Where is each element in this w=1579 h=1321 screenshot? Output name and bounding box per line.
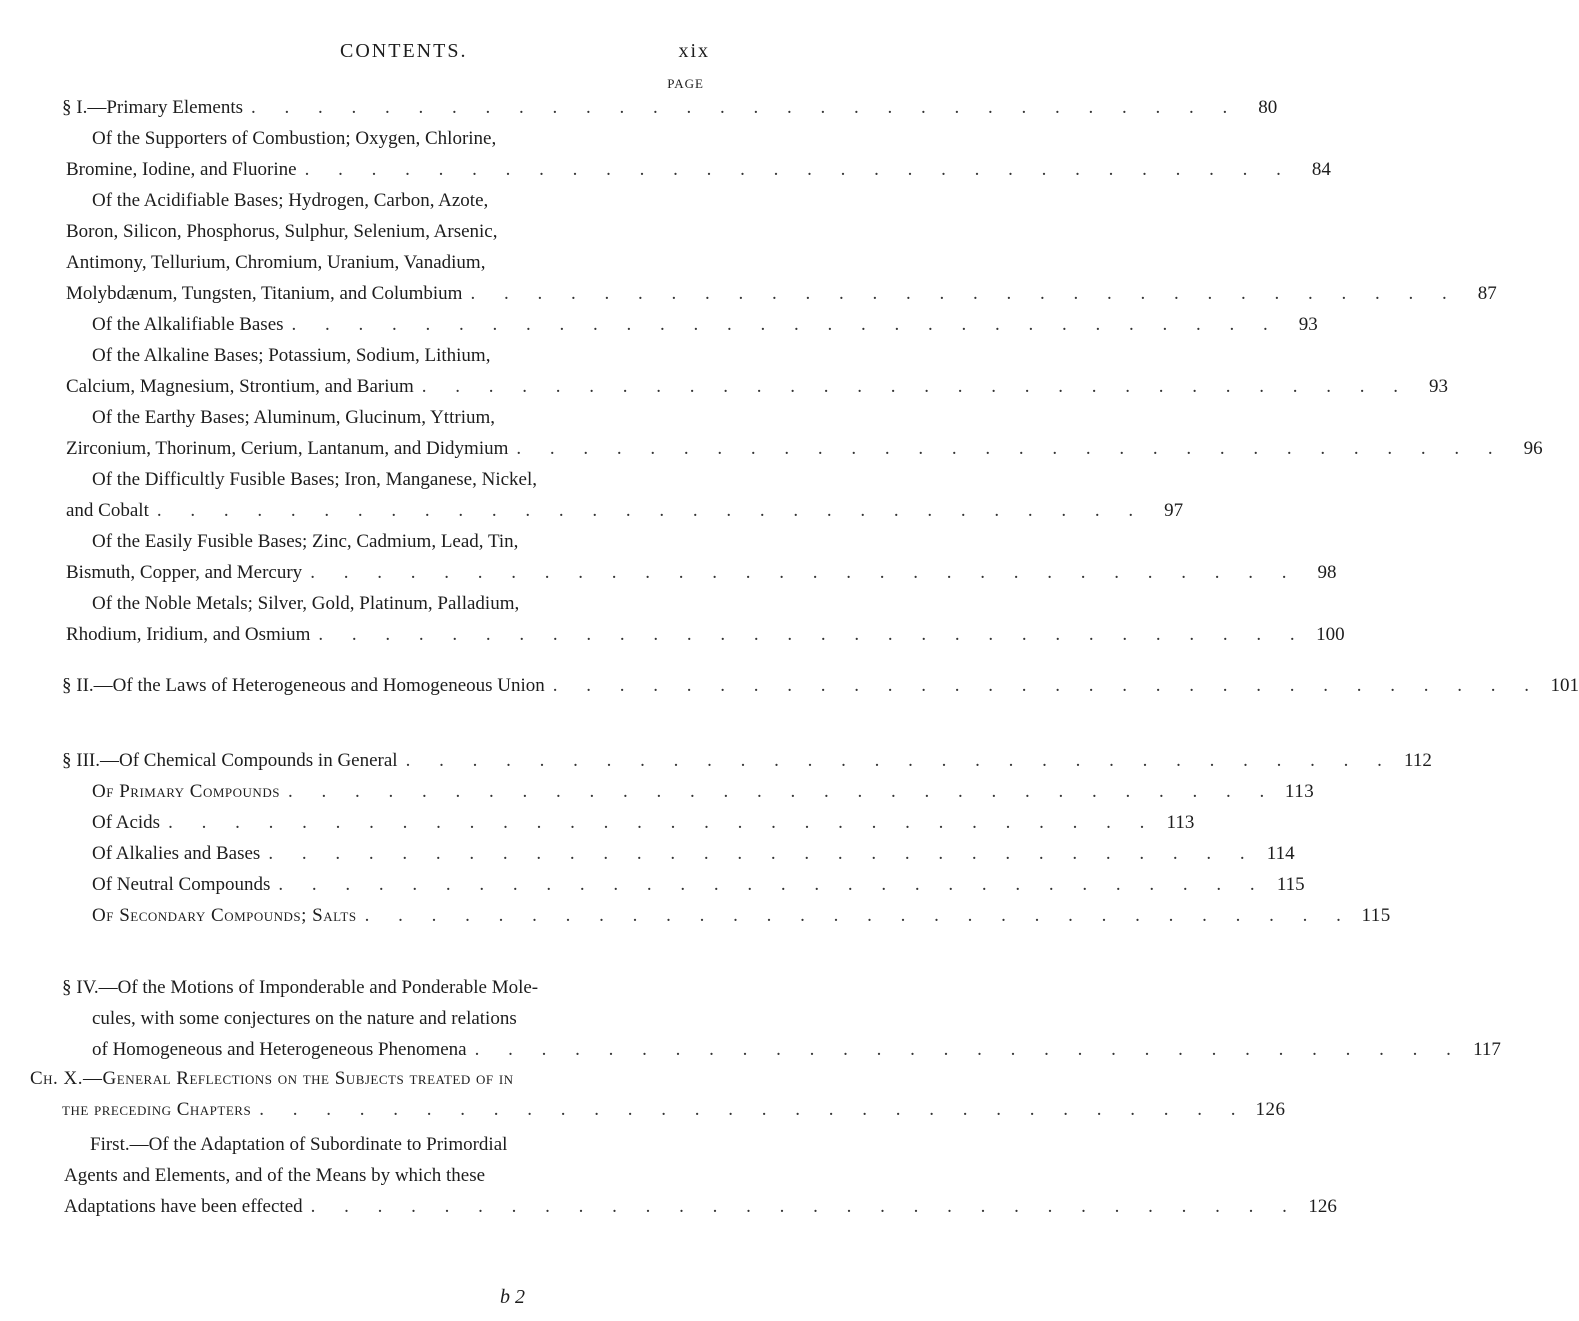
toc-entry-text: Molybdænum, Tungsten, Titanium, and Columbium <box>66 283 463 304</box>
toc-entry-line: Of the Difficultly Fusible Bases; Iron, Manganese, Nickel, <box>92 469 537 490</box>
toc-entry-line: Of the Noble Metals; Silver, Gold, Platinum, Palladium, <box>92 593 520 614</box>
toc-entry-line: Agents and Elements, and of the Means by which these <box>64 1165 486 1186</box>
toc-entry-line <box>92 807 1195 838</box>
toc-page-number: 126 <box>1308 1196 1337 1217</box>
toc-entry-line <box>64 1191 1337 1222</box>
toc-page-number: 97 <box>1164 500 1184 521</box>
toc-entry-line <box>66 495 1184 526</box>
toc-entry-line <box>66 433 1543 464</box>
dot-leader: . . . . . . . . . . . . . . . . . . . . . . . . . . . . . . <box>287 781 1277 802</box>
toc-entry <box>66 123 1331 185</box>
dot-leader: . . . . . . . . . . . . . . . . . . . . . . . . . . . . . . <box>552 675 1542 696</box>
dot-leader: . . . . . . . . . . . . . . . . . . . . . . . . . . . . . . <box>470 283 1459 304</box>
dot-leader: . . . . . . . . . . . . . . . . . . . . . . . . . . . . . . <box>474 1039 1463 1060</box>
toc-entry-text: Bismuth, Copper, and Mercury <box>66 562 303 583</box>
toc-entry <box>62 670 1579 701</box>
toc-entry-line <box>62 1094 1286 1125</box>
toc-entry <box>92 900 1391 931</box>
toc-entry-line: Of the Acidifiable Bases; Hydrogen, Carbon, Azote, <box>92 190 489 211</box>
toc-page-number: 113 <box>1284 781 1315 802</box>
page-folio: xix <box>678 40 710 62</box>
toc-page-number: 112 <box>1404 750 1432 771</box>
dot-leader: . . . . . . . . . . . . . . . . . . . . . . . . . . . . . . <box>421 376 1411 397</box>
dot-leader: . . . . . . . . . . . . . . . . . . . . . . . . . . . . . . <box>259 1099 1248 1120</box>
toc-entry <box>92 869 1305 900</box>
signature-mark: b 2 <box>500 1286 525 1308</box>
toc-entry-line <box>66 557 1337 588</box>
toc-entry-text: Of Alkalies and Bases <box>92 843 261 864</box>
toc-entry <box>62 92 1278 123</box>
toc-entry-text: Rhodium, Iridium, and Osmium <box>66 624 311 645</box>
toc-page-number: 115 <box>1361 905 1391 926</box>
toc-entry <box>92 807 1195 838</box>
toc-entry-line <box>62 670 1579 701</box>
dot-leader: . . . . . . . . . . . . . . . . . . . . . . . . . . . . . . <box>318 624 1307 645</box>
toc-entry <box>66 185 1497 309</box>
toc-page-number: 115 <box>1276 874 1305 895</box>
toc-entry-line: Boron, Silicon, Phosphorus, Sulphur, Selenium, Arsenic, <box>66 221 498 242</box>
running-head <box>240 40 710 68</box>
toc-entry-text: § I.—Primary Elements <box>62 97 243 118</box>
dot-leader: . . . . . . . . . . . . . . . . . . . . . . . . . . . . . . <box>364 905 1353 926</box>
toc-entry-text: Bromine, Iodine, and Fluorine <box>66 159 297 180</box>
toc-entry-text: § III.—Of Chemical Compounds in General <box>62 750 398 771</box>
toc-entry <box>66 340 1449 402</box>
toc-entry-text: Of Acids <box>92 812 161 833</box>
toc-entry-text: Calcium, Magnesium, Strontium, and Barium <box>66 376 414 397</box>
toc-entry-text: Of the Alkalifiable Bases <box>92 314 284 335</box>
toc-entry-line <box>92 776 1315 807</box>
toc-page-number: 84 <box>1311 159 1331 180</box>
toc-entry-line: Ch. X.—General Reflections on the Subjects treated of in <box>30 1068 514 1089</box>
toc-entry-line <box>92 1034 1501 1065</box>
running-head-title: CONTENTS. <box>340 40 468 62</box>
toc-entry-line: cules, with some conjectures on the nature and relations <box>92 1008 517 1029</box>
toc-entry-line <box>66 154 1331 185</box>
dot-leader: . . . . . . . . . . . . . . . . . . . . . . . . . . . . . . <box>168 812 1157 833</box>
toc-entry <box>30 1063 1286 1125</box>
toc-entry-line: Of the Easily Fusible Bases; Zinc, Cadmium, Lead, Tin, <box>92 531 519 552</box>
dot-leader: . . . . . . . . . . . . . . . . . . . . . . . . . . . . . . <box>310 1196 1299 1217</box>
toc-entry-line: § IV.—Of the Motions of Imponderable and Ponderable Mole- <box>62 977 539 998</box>
toc-entry-line: Antimony, Tellurium, Chromium, Uranium, Vanadium, <box>66 252 486 273</box>
toc-page-number: 80 <box>1258 97 1278 118</box>
toc-entry <box>92 309 1318 340</box>
toc-entry-line <box>92 838 1295 869</box>
toc-page-number: 101 <box>1550 675 1579 696</box>
toc-entry-line <box>62 745 1432 776</box>
toc-entry-line <box>92 900 1391 931</box>
dot-leader: . . . . . . . . . . . . . . . . . . . . . . . . . . . . . . <box>405 750 1394 771</box>
toc-entry-line <box>62 92 1278 123</box>
page-column-heading: PAGE <box>667 76 704 91</box>
toc-entry <box>62 972 1501 1065</box>
toc-page-number: 113 <box>1166 812 1195 833</box>
dot-leader: . . . . . . . . . . . . . . . . . . . . . . . . . . . . . . <box>268 843 1257 864</box>
toc-entry <box>92 838 1295 869</box>
toc-page-number: 96 <box>1523 438 1543 459</box>
dot-leader: . . . . . . . . . . . . . . . . . . . . . . . . . . . . . . <box>516 438 1505 459</box>
toc-entry <box>92 776 1315 807</box>
dot-leader: . . . . . . . . . . . . . . . . . . . . . . . . . . . . . . <box>291 314 1280 335</box>
toc-entry-line <box>92 309 1318 340</box>
toc-page-number: 98 <box>1317 562 1337 583</box>
toc-entry-line: Of the Supporters of Combustion; Oxygen, Chlorine, <box>92 128 497 149</box>
toc-entry <box>66 526 1337 588</box>
toc-entry-line <box>92 869 1305 900</box>
dot-leader: . . . . . . . . . . . . . . . . . . . . . . . . . . . . . . <box>304 159 1293 180</box>
toc-page-number: 93 <box>1298 314 1318 335</box>
toc-entry <box>66 402 1543 464</box>
toc-entry <box>64 1129 1337 1222</box>
dot-leader: . . . . . . . . . . . . . . . . . . . . . . . . . . . . . . <box>278 874 1267 895</box>
toc-entry-line <box>66 371 1449 402</box>
toc-entry-line: First.—Of the Adaptation of Subordinate to Primordial <box>90 1134 508 1155</box>
toc-entry-line: Of the Alkaline Bases; Potassium, Sodium, Lithium, <box>92 345 491 366</box>
dot-leader: . . . . . . . . . . . . . . . . . . . . . . . . . . . . . . <box>310 562 1299 583</box>
toc-page-number: 117 <box>1473 1039 1501 1060</box>
dot-leader: . . . . . . . . . . . . . . . . . . . . . . . . . . . . . . <box>251 97 1240 118</box>
toc-entry-text: of Homogeneous and Heterogeneous Phenomena <box>92 1039 467 1060</box>
toc-entry-text: and Cobalt <box>66 500 149 521</box>
toc-entry-line <box>66 619 1345 650</box>
toc-entry-text: Of Secondary Compounds; Salts <box>92 905 357 926</box>
toc-entry-text: Zirconium, Thorinum, Cerium, Lantanum, and Didymium <box>66 438 509 459</box>
toc-entry-text: the preceding Chapters <box>62 1099 252 1120</box>
toc-entry-text: Adaptations have been effected <box>64 1196 303 1217</box>
toc-entry <box>66 588 1345 650</box>
toc-page-number: 93 <box>1429 376 1449 397</box>
toc-entry-line <box>66 278 1497 309</box>
toc-page-number: 126 <box>1255 1099 1286 1120</box>
toc-entry <box>66 464 1184 526</box>
dot-leader: . . . . . . . . . . . . . . . . . . . . . . . . . . . . . . <box>156 500 1146 521</box>
toc-entry-text: Of Primary Compounds <box>92 781 280 802</box>
toc-entry-text: Of Neutral Compounds <box>92 874 271 895</box>
toc-entry-text: § II.—Of the Laws of Heterogeneous and Homogeneous Union <box>62 675 545 696</box>
toc-page-number: 100 <box>1316 624 1345 645</box>
toc-entry <box>62 745 1432 776</box>
toc-entry-line: Of the Earthy Bases; Aluminum, Glucinum, Yttrium, <box>92 407 495 428</box>
toc-page-number: 114 <box>1266 843 1295 864</box>
toc-page-number: 87 <box>1477 283 1497 304</box>
